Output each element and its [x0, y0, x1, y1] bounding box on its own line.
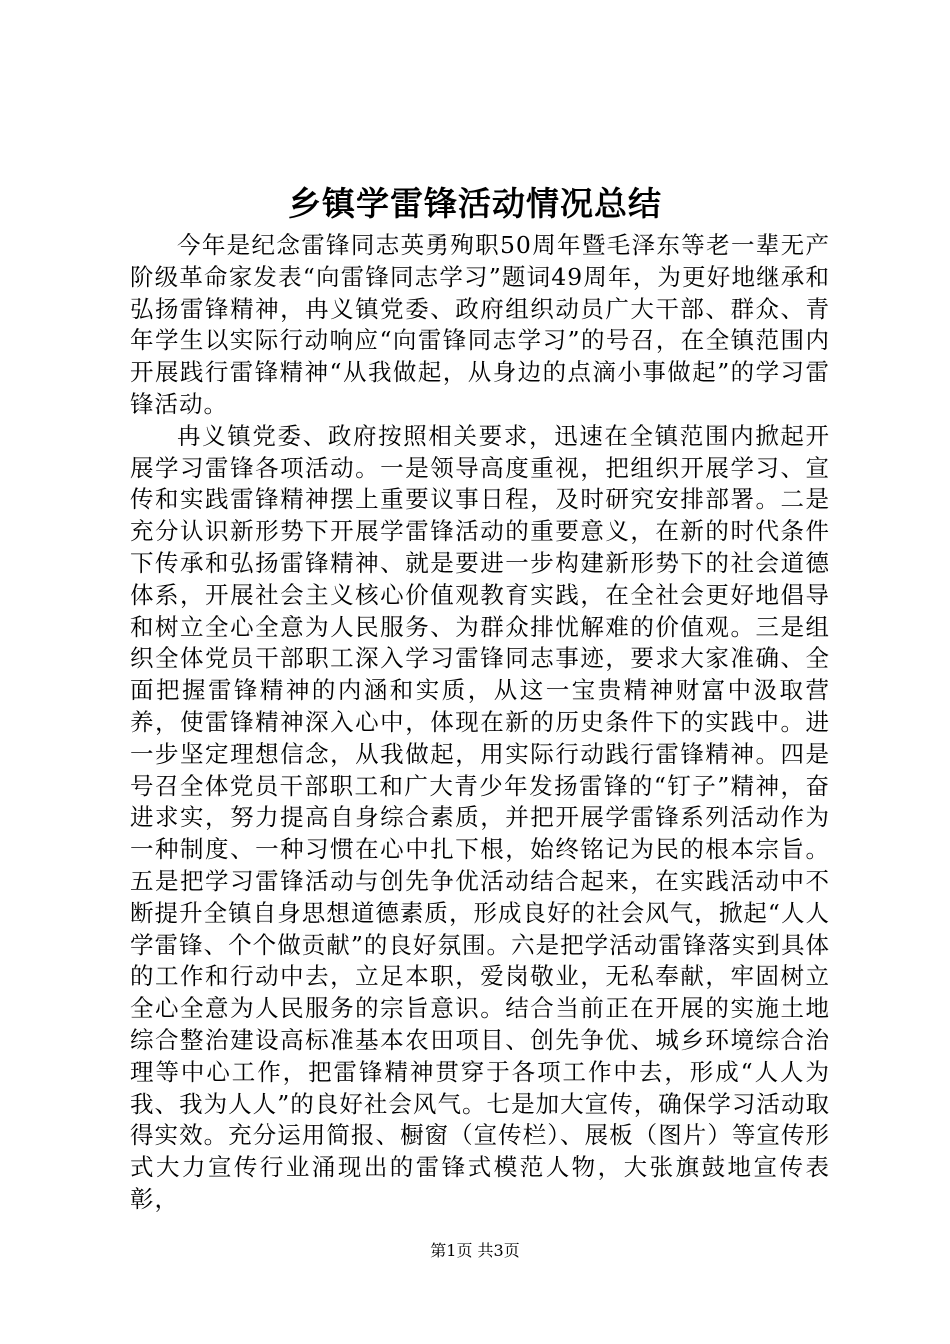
document-title: 乡镇学雷锋活动情况总结	[288, 184, 662, 223]
page-number: 第1页 共3页	[430, 1241, 520, 1260]
document-body	[130, 230, 830, 1216]
paragraph-activities: 冉义镇党委、政府按照相关要求，迅速在全镇范围内掀起开展学习雷锋各项活动。一是领导高度重视，把组织开展学习、宣传和实践雷锋精神摆上重要议事日程，及时研究安排部署。二是充分认识新形势下开展学雷锋活动的重要意义，在新的时代条件下传承和弘扬雷锋精神、就是要进一步构建新形势下的社会道德体系，开展社会主义核心价值观教育实践，在全社会更好地倡导和树立全心全意为人民服务、为群众排忧解难的价值观。三是组织全体党员干部职工深入学习雷锋同志事迹，要求大家准确、全面把握雷锋精神的内涵和实质，从这一宝贵精神财富中汲取营养，使雷锋精神深入心中，体现在新的历史条件下的实践中。进一步坚定理想信念，从我做起，用实际行动践行雷锋精神。四是号召全体党员干部职工和广大青少年发扬雷锋的“钉子”精神，奋进求实，努力提高自身综合素质，并把开展学雷锋系列活动作为一种制度、一种习惯在心中扎下根，始终铭记为民的根本宗旨。五是把学习雷锋活动与创先争优活动结合起来，在实践活动中不断提升全镇自身思想道德素质，形成良好的社会风气，掀起“人人学雷锋、个个做贡献”的良好氛围。六是把学活动雷锋落实到具体的工作和行动中去，立足本职，爱岗敬业，无私奉献，牢固树立全心全意为人民服务的宗旨意识。结合当前正在开展的实施土地综合整治建设高标准基本农田项目、创先争优、城乡环境综合治理等中心工作，把雷锋精神贯穿于各项工作中去，形成“人人为我、我为人人”的良好社会风气。七是加大宣传，确保学习活动取得实效。充分运用简报、橱窗（宣传栏）、展板（图片）等宣传形式大力宣传行业涌现出的雷锋式模范人物，大张旗鼓地宣传表彰，	[130, 421, 830, 1213]
paragraph-intro: 今年是纪念雷锋同志英勇殉职50周年暨毛泽东等老一辈无产阶级革命家发表“向雷锋同志学习”题词49周年，为更好地继承和弘扬雷锋精神，冉义镇党委、政府组织动员广大干部、群众、青年学生以实际行动响应“向雷锋同志学习”的号召，在全镇范围内开展践行雷锋精神“从我做起，从身边的点滴小事做起”的学习雷锋活动。	[130, 231, 830, 418]
